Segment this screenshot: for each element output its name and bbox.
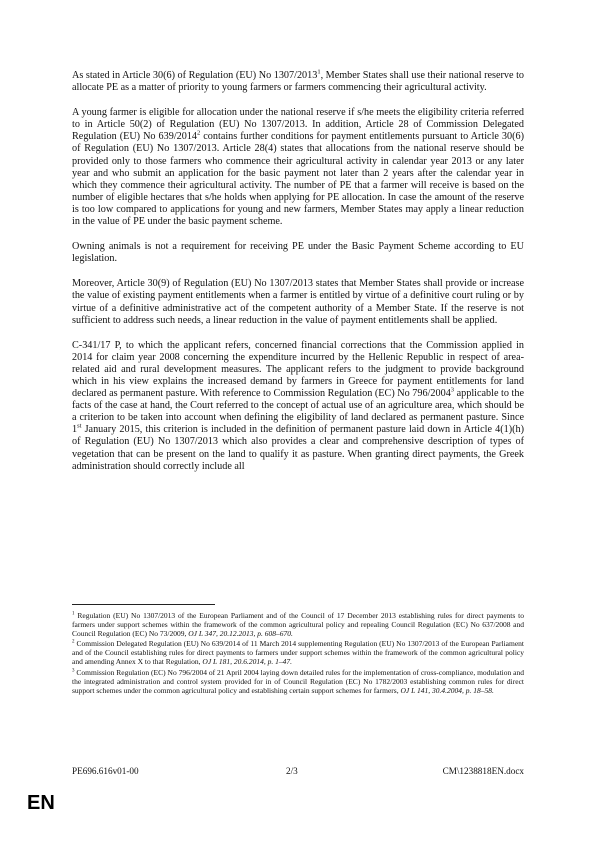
document-body [72,70,524,473]
paragraph-5 [72,340,524,473]
paragraph-1-text: As stated in Article 30(6) of Regulation (EU) No 1307/2013 [72,70,318,81]
paragraph-3: Owning animals is not a requirement for receiving PE under the Basic Payment Scheme according to EU legislation. [72,241,524,265]
paragraph-1 [72,70,524,94]
footnote-oj-reference: OJ L 347, 20.12.2013, p. 608–670. [188,629,293,639]
footnote-oj-reference: OJ L 181, 20.6.2014, p. 1–47. [202,657,293,667]
footnotes [72,611,524,696]
footnote-ref-1[interactable]: 1 [317,68,321,76]
page-number: 2/3 [286,766,298,776]
paragraph-2-text: A young farmer is eligible for allocation under the national reserve if s/he meets the eligibility criteria referred to in Article 50(2) of Regulation (EU) No 1307/2013. In addition, Article 28 of Commission Delegated Regulation (EU) No 639/2014 [72,107,524,143]
footnote-1 [72,611,524,638]
paragraph-1-text-cont: , Member States shall use their national reserve to allocate PE as a matter of priority to young farmers or farmers commencing their agricultural activity. [72,70,524,94]
footnote-ref-3[interactable]: 3 [450,386,455,394]
footnote-text: Commission Delegated Regulation (EU) No 639/2014 of 11 March 2014 supplementing Regulation (EU) No 1307/2013 of the European Parliament and of the Council establishing rules for direct payments to farmers under support schemes within the framework of the common agricultural policy and amending Annex X to that Regulation, [72,639,524,667]
footnote-oj-reference: OJ L 141, 30.4.2004, p. 18–58. [400,685,494,695]
footnote-3 [72,668,524,695]
language-tag: EN [27,792,55,814]
footnote-number: 2 [72,639,75,645]
paragraph-5-text-end: January 2015, this criterion is included in the definition of permanent pasture laid down in Article 4(1)(h) of Regulation (EU) No 1307/2013 which also provides a clear and comprehensive description of types of vegetation that can be present on the land to qualify it as pasture. When granting direct payments, the Greek administration should correctly include all [72,424,524,472]
footnote-ref-2[interactable]: 2 [197,129,201,137]
footnote-text: Regulation (EU) No 1307/2013 of the European Parliament and of the Council of 17 December 2013 establishing rules for direct payments to farmers under support schemes within the framework of the common agricultural policy and repealing Council Regulation (EC) No 637/2008 and Council Regulation (EC) No 73/2009, [72,611,524,639]
footnote-separator [72,604,215,605]
file-name: CM\1238818EN.docx [442,766,524,776]
footnote-2 [72,639,524,666]
footnote-number: 3 [72,668,75,674]
footnote-number: 1 [72,611,75,617]
paragraph-2-text-cont: contains further conditions for payment entitlements pursuant to Article 30(6) of Regulation (EU) No 1307/2013. Article 28(4) states that allocations from the national reserve should be provided only to those farmers who commence their agricultural activity in calendar year 2013 or any later year and who submit an application for the basic payment not later than 2 years after the calendar year in which they commence their agricultural activity. The number of PE that a farmer will receive is based on the number of eligible hectares that s/he holds when applying for PE allocation. In case the amount of the reserve is too low compared to applications for young and new farmers, Member States may apply a linear reduction in the value of PE under the basic payment scheme. [72,131,524,228]
document-reference: PE696.616v01-00 [72,766,139,776]
page-footer [72,765,524,779]
ordinal-suffix: st [77,422,82,430]
footnote-text: Commission Regulation (EC) No 796/2004 of 21 April 2004 laying down detailed rules for the implementation of cross-compliance, modulation and the integrated administration and control system provided for in of Council Regulation (EC) No 1782/2003 establishing common rules for direct support schemes under the common agricultural policy and establishing certain support schemes for farmers, [72,667,524,695]
paragraph-2 [72,107,524,228]
paragraph-5-text: C-341/17 P, to which the applicant refers, concerned financial corrections that the Commission applied in 2014 for claim year 2008 concerning the expenditure incurred by the Hellenic Republic in respect of area-related aid and rural development measures. The applicant refers to the judgment to provide background which in his view explains the increased demand by farmers in Greece for payment entitlements for land declared as permanent pasture. With reference to Commission Regulation (EC) No 796/2004 [72,339,524,400]
paragraph-5-text-cont: applicable to the facts of the case at hand, the Court referred to the concept of actual use of an agriculture area, which should be a criterion to be taken into account when defining the eligibility of land declared as permanent pasture. Since 1 [72,388,524,436]
paragraph-4: Moreover, Article 30(9) of Regulation (EU) No 1307/2013 states that Member States shall provide or increase the value of existing payment entitlements when a farmer is entitled by virtue of a definitive court ruling or by virtue of a definitive administrative act of the competent authority of a Member State. If the reserve is not sufficient to address such needs, a linear reduction in the value of payment entitlements shall be applied. [72,278,524,326]
